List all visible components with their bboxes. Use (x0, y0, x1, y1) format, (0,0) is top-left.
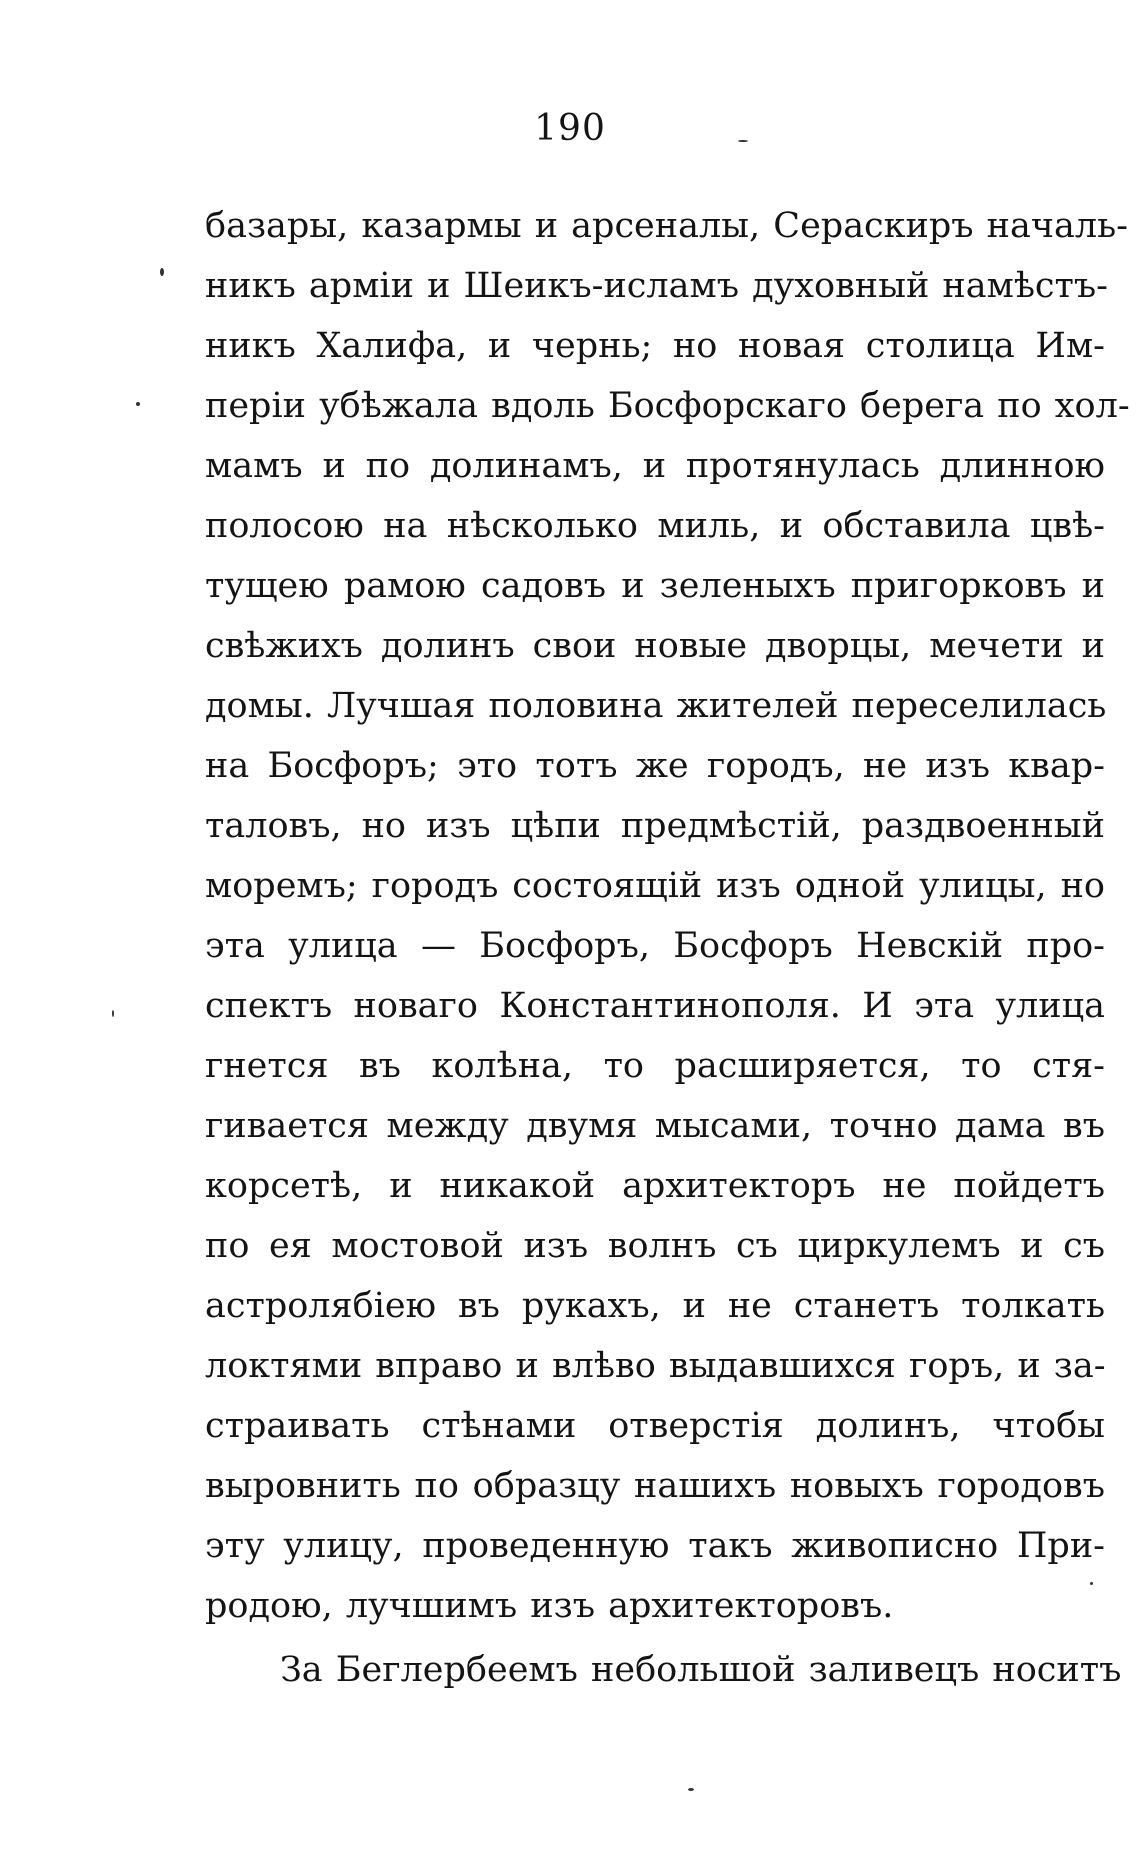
body-text (205, 196, 1130, 1700)
text-line: таловъ, но изъ цѣпи предмѣстiй, раздвоенный (205, 806, 1105, 846)
text-line: свѣжихъ долинъ свои новые дворцы, мечети и (205, 626, 1105, 666)
text-line: спектъ новаго Константинополя. И эта улица (205, 986, 1105, 1026)
scan-speck (160, 268, 164, 276)
text-line: страивать стѣнами отверстiя долинъ, чтобы (205, 1406, 1105, 1446)
text-line: базары, казармы и арсеналы, Сераскиръ началь- (205, 206, 1128, 246)
scan-speck (738, 140, 748, 142)
text-line: моремъ; городъ состоящiй изъ одной улицы, но (205, 866, 1105, 906)
text-line: полосою на нѣсколько миль, и обставила цвѣ- (205, 506, 1105, 546)
text-line: выровнить по образцу нашихъ новыхъ городовъ (205, 1466, 1105, 1506)
text-line: локтями вправо и влѣво выдавшихся горъ, и за- (205, 1346, 1106, 1386)
text-line: по ея мостовой изъ волнъ съ циркулемъ и съ (205, 1226, 1105, 1266)
text-line: гнется въ колѣна, то расширяется, то стя- (205, 1046, 1105, 1086)
text-line: астролябiею въ рукахъ, и не станетъ толкать (205, 1286, 1105, 1326)
text-line: перiи убѣжала вдоль Босфорскаго берега по хол- (205, 386, 1130, 426)
text-line: эту улицу, проведенную такъ живописно При- (205, 1526, 1105, 1566)
scan-speck (136, 402, 140, 406)
text-line: домы. Лучшая половина жителей переселилась (205, 686, 1107, 726)
text-line: никъ армiи и Шеикъ-исламъ духовный намѣстъ- (205, 266, 1108, 306)
paragraph-start-line: За Беглербеемъ небольшой заливецъ носитъ (280, 1650, 1122, 1690)
scan-speck (112, 1010, 114, 1017)
text-line: эта улица — Босфоръ, Босфоръ Невскiй про- (205, 926, 1105, 966)
page-number: 190 (534, 108, 606, 149)
text-line: мамъ и по долинамъ, и протянулась длинною (205, 446, 1105, 486)
text-line: гивается между двумя мысами, точно дама въ (205, 1106, 1105, 1146)
text-line: на Босфоръ; это тотъ же городъ, не изъ квар- (205, 746, 1105, 786)
text-line: тущею рамою садовъ и зеленыхъ пригорковъ и (205, 566, 1105, 606)
scan-speck (688, 1788, 694, 1791)
text-line: никъ Халифа, и чернь; но новая столица Им- (205, 326, 1105, 366)
text-line-paragraph-end: родою, лучшимъ изъ архитекторовъ. (205, 1586, 894, 1626)
scan-speck (1090, 1582, 1093, 1585)
text-line: корсетѣ, и никакой архитекторъ не пойдетъ (205, 1166, 1105, 1206)
